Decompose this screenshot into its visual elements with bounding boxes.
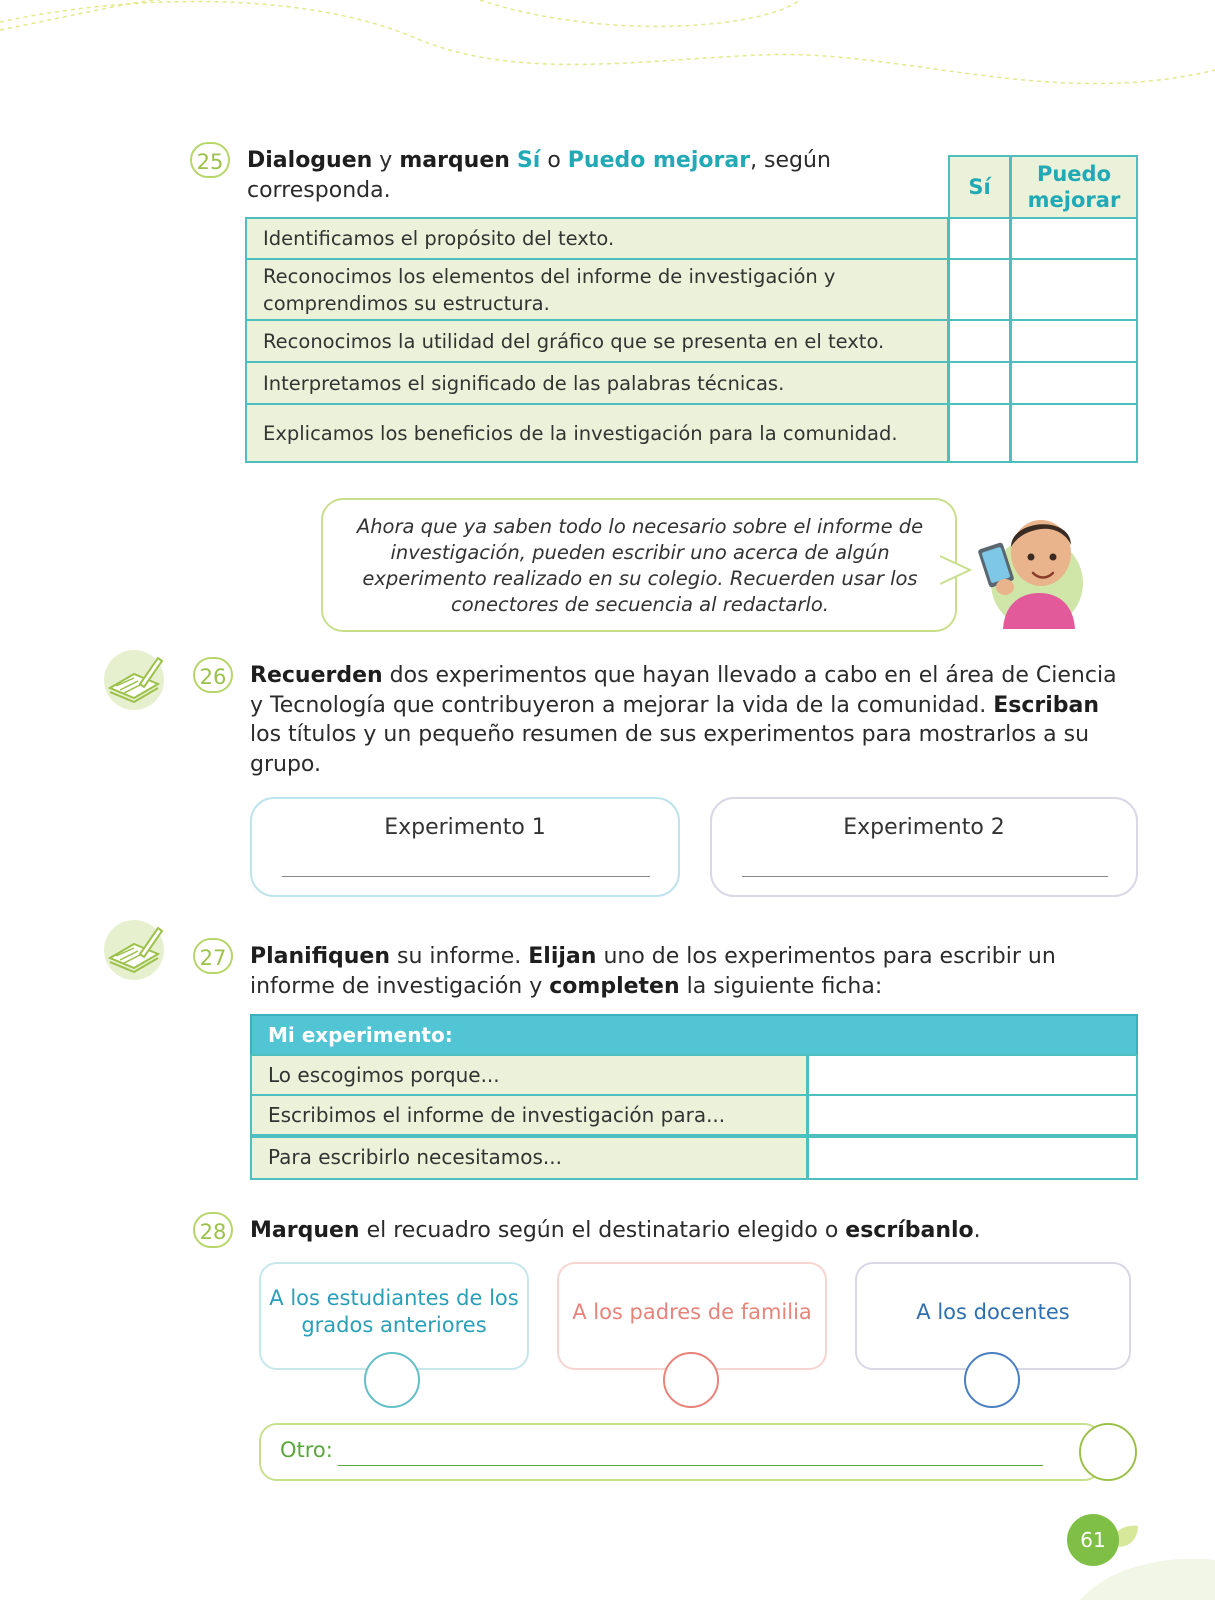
question-28-instruction: Marquen el recuadro según el destinatario elegido o escríbanlo. xyxy=(250,1218,981,1243)
form-answer-field-1[interactable] xyxy=(807,1054,1138,1096)
checkbox-si-row-4[interactable] xyxy=(948,361,1011,405)
column-header-puedo-mejorar: Puedo mejorar xyxy=(1010,155,1138,219)
other-recipient-label: Otro: xyxy=(280,1438,333,1462)
checkbox-si-row-3[interactable] xyxy=(948,319,1011,363)
column-header-si: Sí xyxy=(948,155,1011,219)
experiment-1-box[interactable] xyxy=(250,797,680,897)
form-header: Mi experimento: xyxy=(250,1014,1138,1056)
question-27-instruction: Planifiquen su informe. Elijan uno de los experimentos para escribir un informe de investigación y completen la siguiente ficha: xyxy=(250,944,1056,999)
boy-with-tablet-illustration xyxy=(975,505,1095,630)
speech-bubble-text: Ahora que ya saben todo lo necesario sobre el informe de investigación, pueden escribir uno acerca de algún experimento realizado en su colegio. Recuerden usar los conectores de secuencia al redactarlo. xyxy=(356,515,924,616)
form-row-label: Para escribirlo necesitamos... xyxy=(250,1136,808,1180)
recipient-option-label: A los estudiantes de los grados anteriores xyxy=(269,1286,519,1337)
other-recipient-checkbox[interactable] xyxy=(1079,1423,1137,1481)
checkbox-si-row-1[interactable] xyxy=(948,217,1011,260)
self-evaluation-table xyxy=(245,155,1138,463)
experiment-1-write-line[interactable] xyxy=(282,876,650,877)
form-row-label: Escribimos el informe de investigación para... xyxy=(250,1094,808,1136)
form-row-label: Lo escogimos porque... xyxy=(250,1054,808,1096)
question-number-27: 27 xyxy=(193,938,233,974)
experiment-form xyxy=(250,1014,1138,1180)
table-row-label: Interpretamos el significado de las palabras técnicas. xyxy=(245,361,949,405)
table-row-label: Reconocimos los elementos del informe de investigación y comprendimos su estructura. xyxy=(245,258,949,321)
table-row-label: Identificamos el propósito del texto. xyxy=(245,217,949,260)
question-26-instruction: Recuerden dos experimentos que hayan llevado a cabo en el área de Ciencia y Tecnología que contribuyeron a mejorar la vida de la comunidad. Escriban los títulos y un pequeño resumen de sus experimentos para mostrarlos a su grupo. xyxy=(250,663,1117,777)
question-number-25: 25 xyxy=(190,142,230,178)
question-number-26: 26 xyxy=(193,657,233,693)
recipient-checkbox-parents[interactable] xyxy=(663,1352,719,1408)
speech-bubble-tail xyxy=(940,548,980,588)
checkbox-si-row-2[interactable] xyxy=(948,258,1011,321)
recipient-option-label: A los docentes xyxy=(916,1299,1070,1324)
question-number-28: 28 xyxy=(193,1212,233,1248)
checkbox-puedo-mejorar-row-5[interactable] xyxy=(1010,403,1138,463)
experiment-2-write-line[interactable] xyxy=(742,876,1108,877)
form-answer-field-3[interactable] xyxy=(807,1136,1138,1180)
experiment-2-box[interactable] xyxy=(710,797,1138,897)
recipient-checkbox-teachers[interactable] xyxy=(964,1352,1020,1408)
checkbox-puedo-mejorar-row-1[interactable] xyxy=(1010,217,1138,260)
other-recipient-box xyxy=(259,1423,1102,1481)
book-pencil-icon xyxy=(102,918,166,982)
form-answer-field-2[interactable] xyxy=(807,1094,1138,1136)
recipient-option-label: A los padres de familia xyxy=(572,1299,812,1324)
page-number: 61 xyxy=(1067,1514,1119,1566)
checkbox-puedo-mejorar-row-4[interactable] xyxy=(1010,361,1138,405)
checkbox-puedo-mejorar-row-3[interactable] xyxy=(1010,319,1138,363)
book-pencil-icon xyxy=(102,648,166,712)
experiment-1-title: Experimento 1 xyxy=(384,815,546,840)
checkbox-puedo-mejorar-row-2[interactable] xyxy=(1010,258,1138,321)
decorative-wave xyxy=(0,0,1215,110)
table-row-label: Explicamos los beneficios de la investigación para la comunidad. xyxy=(245,403,949,463)
question-25-instruction: Dialoguen y marquen Sí o Puedo mejorar, según corresponda. xyxy=(247,148,831,203)
checkbox-si-row-5[interactable] xyxy=(948,403,1011,463)
table-row-label: Reconocimos la utilidad del gráfico que se presenta en el texto. xyxy=(245,319,949,363)
experiment-2-title: Experimento 2 xyxy=(843,815,1005,840)
other-recipient-input-line[interactable] xyxy=(338,1465,1043,1466)
recipient-checkbox-students[interactable] xyxy=(364,1352,420,1408)
